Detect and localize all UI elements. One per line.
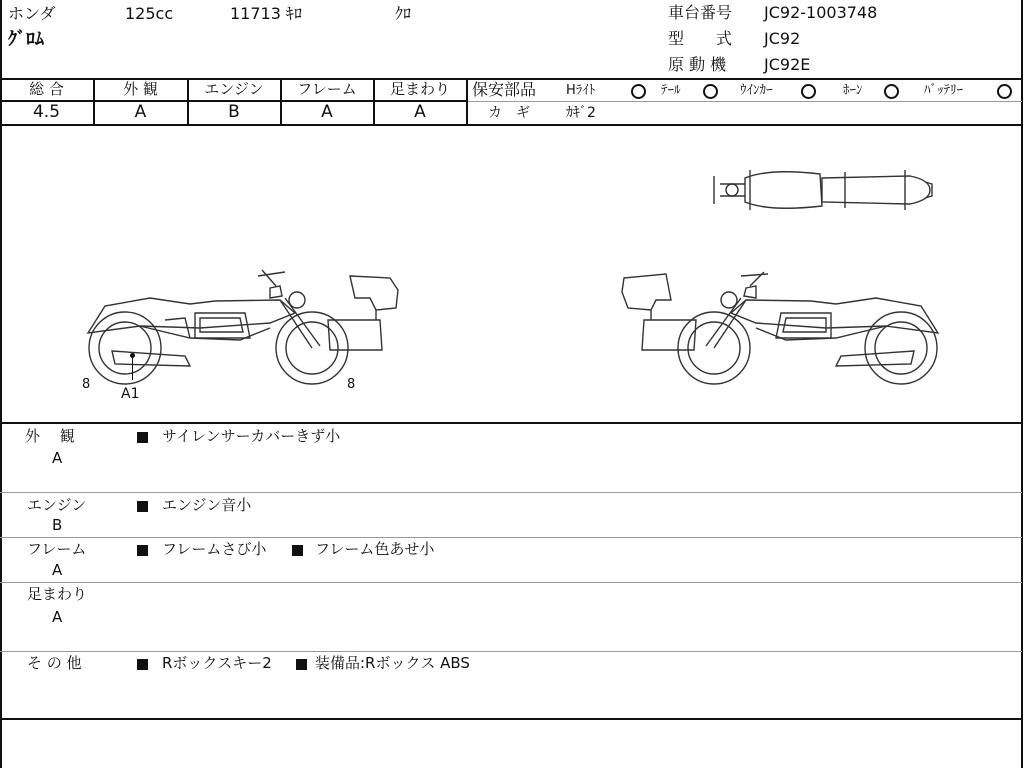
safety-mid-line: [466, 101, 1022, 102]
safety-parts-label: 保安部品: [472, 80, 537, 99]
grade-label-exterior: 外 観: [123, 80, 158, 98]
sheet-right-border: [1021, 0, 1023, 768]
grade-value-overall: 4.5: [32, 102, 61, 122]
motorcycle-top-view-diagram: [710, 166, 940, 216]
note-bullet-icon: [137, 545, 148, 556]
frame-number-value: JC92-1003748: [764, 3, 878, 22]
safety-status-headlight-icon: [631, 84, 646, 99]
frame-number-label: 車台番号: [668, 3, 733, 22]
grade-value-suspension: A: [414, 102, 426, 122]
front-damage-mark: 8: [82, 377, 91, 392]
model-type-label: 型 式: [668, 29, 733, 48]
section-divider-1: [0, 492, 1022, 493]
rear-damage-mark: 8: [347, 377, 356, 392]
grade-label-overall: 総 合: [29, 80, 64, 98]
section-divider-4: [0, 651, 1022, 652]
note-engine-1: エンジン音小: [162, 496, 252, 514]
safety-status-tail-icon: [703, 84, 718, 99]
mileage: 11713 ｷﾛ: [230, 4, 302, 23]
section-label-exterior: 外 観: [25, 427, 75, 445]
section-divider-3: [0, 582, 1022, 583]
grade-value-engine: B: [228, 102, 240, 122]
section-divider-2: [0, 537, 1022, 538]
note-other-2: 装備品:Rボックス ABS: [315, 654, 470, 672]
note-bullet-icon: [137, 432, 148, 443]
safety-item-tail: ﾃｰﾙ: [661, 83, 681, 98]
section-grade-exterior: A: [52, 449, 63, 467]
defect-code-label: A1: [121, 386, 140, 402]
motorcycle-right-side-diagram: [616, 270, 946, 385]
key-value: ｶｷﾞ2: [566, 105, 596, 121]
section-label-engine: エンジン: [27, 496, 87, 514]
grade-label-engine: エンジン: [204, 80, 264, 98]
note-bullet-icon: [292, 545, 303, 556]
note-bullet-icon: [137, 501, 148, 512]
diagram-bottom-line: [0, 422, 1023, 424]
safety-item-headlight: Hﾗｲﾄ: [566, 83, 596, 98]
key-label: カ ギ: [488, 105, 530, 121]
section-grade-frame: A: [52, 561, 63, 579]
section-label-other: そ の 他: [27, 654, 82, 672]
note-frame-1: フレームさび小: [162, 540, 267, 558]
engine-code-label: 原 動 機: [668, 55, 727, 74]
safety-item-winker: ｳｲﾝｶｰ: [740, 83, 773, 98]
safety-status-horn-icon: [884, 84, 899, 99]
safety-status-winker-icon: [801, 84, 816, 99]
model-type-value: JC92: [764, 29, 801, 48]
note-bullet-icon: [296, 659, 307, 670]
engine-displacement: 125cc: [125, 4, 174, 23]
engine-code-value: JC92E: [764, 55, 811, 74]
notes-bottom-line: [0, 718, 1023, 720]
safety-item-horn: ﾎｰﾝ: [843, 83, 863, 98]
note-other-1: Rボックスキー2: [162, 654, 272, 672]
grade-value-frame: A: [321, 102, 333, 122]
model-name: ｸﾞﾛﾑ: [8, 29, 44, 50]
section-grade-engine: B: [52, 516, 63, 534]
safety-item-battery: ﾊﾞｯﾃﾘｰ: [924, 83, 963, 98]
section-grade-suspension: A: [52, 608, 63, 626]
grade-label-frame: フレーム: [297, 80, 357, 98]
note-exterior-1: サイレンサーカバーきず小: [162, 427, 341, 445]
safety-status-battery-icon: [997, 84, 1012, 99]
section-label-suspension: 足まわり: [27, 585, 88, 603]
grade-value-exterior: A: [134, 102, 147, 122]
maker-name: ホンダ: [8, 4, 56, 23]
motorcycle-left-side-diagram: [80, 268, 410, 398]
section-label-frame: フレーム: [27, 540, 87, 558]
note-bullet-icon: [137, 659, 148, 670]
body-color: ｸﾛ: [395, 4, 412, 23]
grade-label-suspension: 足まわり: [389, 80, 450, 98]
note-frame-2: フレーム色あせ小: [315, 540, 435, 558]
grade-col-divider-5: [466, 78, 468, 126]
defect-pointer-line: [132, 358, 133, 380]
grade-table-bottom-line: [0, 124, 1023, 126]
